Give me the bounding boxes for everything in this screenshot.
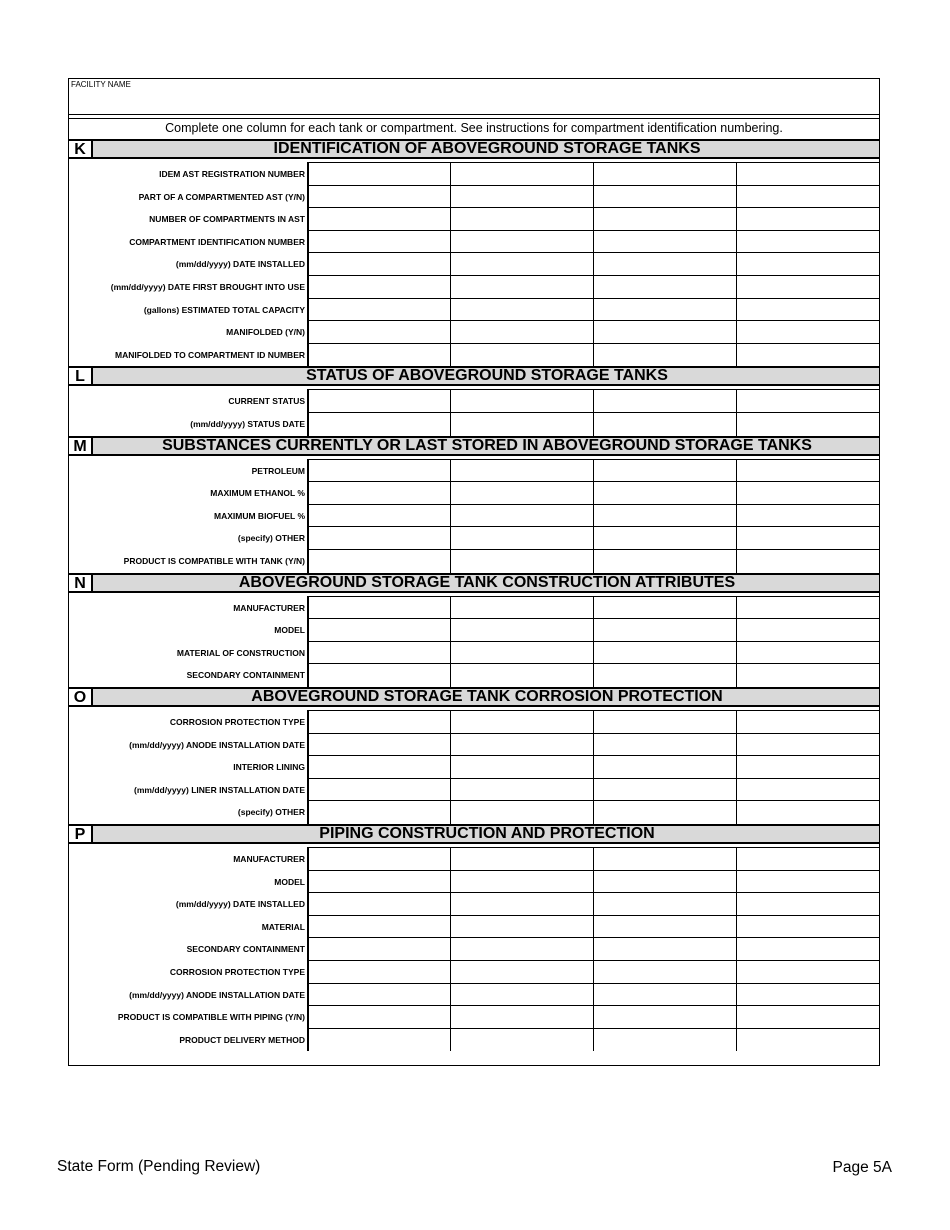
tank-column-4-cell[interactable] xyxy=(736,207,879,231)
instructions-text: Complete one column for each tank or compartment. See instructions for compartment identification numbering. xyxy=(69,118,879,138)
section-title: ABOVEGROUND STORAGE TANK CORROSION PROTECTION xyxy=(251,688,723,705)
row-label: IDEM AST REGISTRATION NUMBER xyxy=(159,169,305,179)
tank-column-4-cell[interactable] xyxy=(736,459,879,483)
section-letter: N xyxy=(69,575,93,591)
tank-column-1-cell[interactable] xyxy=(307,755,450,779)
row-label: MAXIMUM ETHANOL % xyxy=(210,488,305,499)
row-label: (mm/dd/yyyy) ANODE INSTALLATION DATE xyxy=(129,989,305,1000)
tank-column-2-cell[interactable] xyxy=(450,1005,593,1029)
row-label: CORROSION PROTECTION TYPE xyxy=(169,967,305,977)
row-label: SECONDARY CONTAINMENT xyxy=(186,944,305,955)
tank-column-2-cell[interactable] xyxy=(450,892,593,916)
tank-column-4-cell[interactable] xyxy=(736,343,879,367)
tank-column-3-cell[interactable] xyxy=(593,618,736,642)
tank-column-1-cell[interactable] xyxy=(307,800,450,824)
section-title: PIPING CONSTRUCTION AND PROTECTION xyxy=(319,825,655,842)
tank-column-4-cell[interactable] xyxy=(736,230,879,254)
tank-column-1-cell[interactable] xyxy=(307,207,450,231)
row-label: PRODUCT IS COMPATIBLE WITH TANK (Y/N) xyxy=(123,556,305,566)
tank-column-4-cell[interactable] xyxy=(736,162,879,186)
section-title: STATUS OF ABOVEGROUND STORAGE TANKS xyxy=(306,367,668,385)
row-label: MATERIAL xyxy=(261,921,305,932)
row-label: COMPARTMENT IDENTIFICATION NUMBER xyxy=(129,236,305,247)
section-header-k xyxy=(69,139,879,159)
section-header-m xyxy=(69,436,879,456)
tank-column-3-cell[interactable] xyxy=(593,549,736,573)
tank-column-4-cell[interactable] xyxy=(736,870,879,894)
tank-column-1-cell[interactable] xyxy=(307,618,450,642)
tank-column-3-cell[interactable] xyxy=(593,459,736,483)
tank-column-2-cell[interactable] xyxy=(450,755,593,779)
tank-column-3-cell[interactable] xyxy=(593,892,736,916)
tank-column-2-cell[interactable] xyxy=(450,343,593,367)
tank-column-2-cell[interactable] xyxy=(450,915,593,939)
tank-column-2-cell[interactable] xyxy=(450,298,593,322)
tank-column-3-cell[interactable] xyxy=(593,733,736,757)
tank-column-2-cell[interactable] xyxy=(450,733,593,757)
tank-column-1-cell[interactable] xyxy=(307,275,450,299)
tank-column-2-cell[interactable] xyxy=(450,663,593,687)
tank-column-4-cell[interactable] xyxy=(736,320,879,344)
tank-column-3-cell[interactable] xyxy=(593,983,736,1007)
footer-form-name: State Form (Pending Review) xyxy=(57,1158,261,1175)
section-header-n xyxy=(69,573,879,593)
tank-column-3-cell[interactable] xyxy=(593,1005,736,1029)
row-label: (specify) OTHER xyxy=(237,533,305,544)
footer-page-number: Page 5A xyxy=(832,1159,892,1176)
tank-column-1-cell[interactable] xyxy=(307,185,450,209)
tank-column-4-cell[interactable] xyxy=(736,504,879,528)
tank-column-1-cell[interactable] xyxy=(307,663,450,687)
tank-column-1-cell[interactable] xyxy=(307,162,450,186)
tank-column-3-cell[interactable] xyxy=(593,800,736,824)
tank-column-2-cell[interactable] xyxy=(450,207,593,231)
tank-column-4-cell[interactable] xyxy=(736,641,879,665)
tank-column-1-cell[interactable] xyxy=(307,778,450,802)
row-label: (mm/dd/yyyy) DATE FIRST BROUGHT INTO USE xyxy=(110,282,305,292)
row-label: MANIFOLDED (Y/N) xyxy=(226,327,305,338)
tank-column-2-cell[interactable] xyxy=(450,778,593,802)
tank-column-3-cell[interactable] xyxy=(593,778,736,802)
tank-column-1-cell[interactable] xyxy=(307,870,450,894)
row-label: PRODUCT DELIVERY METHOD xyxy=(179,1034,305,1045)
tank-column-2-cell[interactable] xyxy=(450,870,593,894)
tank-column-3-cell[interactable] xyxy=(593,298,736,322)
tank-column-2-cell[interactable] xyxy=(450,504,593,528)
tank-column-2-cell[interactable] xyxy=(450,459,593,483)
tank-column-1-cell[interactable] xyxy=(307,504,450,528)
row-label: MANIFOLDED TO COMPARTMENT ID NUMBER xyxy=(115,349,305,360)
tank-column-2-cell[interactable] xyxy=(450,596,593,620)
tank-column-4-cell[interactable] xyxy=(736,892,879,916)
tank-column-3-cell[interactable] xyxy=(593,960,736,984)
tank-column-1-cell[interactable] xyxy=(307,1028,450,1052)
row-label: (mm/dd/yyyy) LINER INSTALLATION DATE xyxy=(134,784,305,795)
tank-column-4-cell[interactable] xyxy=(736,937,879,961)
tank-column-3-cell[interactable] xyxy=(593,252,736,276)
facility-name-field[interactable] xyxy=(69,79,879,115)
tank-column-4-cell[interactable] xyxy=(736,389,879,413)
row-label: (mm/dd/yyyy) DATE INSTALLED xyxy=(175,899,305,910)
section-header-p xyxy=(69,824,879,844)
tank-column-1-cell[interactable] xyxy=(307,481,450,505)
row-label: (specify) OTHER xyxy=(237,807,305,818)
tank-column-2-cell[interactable] xyxy=(450,641,593,665)
tank-column-3-cell[interactable] xyxy=(593,710,736,734)
tank-column-1-cell[interactable] xyxy=(307,298,450,322)
tank-column-2-cell[interactable] xyxy=(450,800,593,824)
tank-column-1-cell[interactable] xyxy=(307,412,450,436)
row-label: SECONDARY CONTAINMENT xyxy=(186,670,305,681)
section-header-o xyxy=(69,687,879,707)
tank-column-3-cell[interactable] xyxy=(593,596,736,620)
tank-column-3-cell[interactable] xyxy=(593,755,736,779)
tank-column-2-cell[interactable] xyxy=(450,230,593,254)
section-letter: M xyxy=(69,438,93,454)
tank-column-3-cell[interactable] xyxy=(593,663,736,687)
tank-column-2-cell[interactable] xyxy=(450,275,593,299)
tank-column-2-cell[interactable] xyxy=(450,526,593,550)
tank-column-1-cell[interactable] xyxy=(307,892,450,916)
row-label: MODEL xyxy=(274,876,305,887)
tank-column-4-cell[interactable] xyxy=(736,778,879,802)
tank-column-2-cell[interactable] xyxy=(450,162,593,186)
tank-column-4-cell[interactable] xyxy=(736,663,879,687)
row-label: NUMBER OF COMPARTMENTS IN AST xyxy=(149,214,305,225)
tank-column-3-cell[interactable] xyxy=(593,412,736,436)
tank-column-2-cell[interactable] xyxy=(450,481,593,505)
tank-column-3-cell[interactable] xyxy=(593,481,736,505)
tank-column-3-cell[interactable] xyxy=(593,641,736,665)
tank-column-4-cell[interactable] xyxy=(736,275,879,299)
row-label: (mm/dd/yyyy) ANODE INSTALLATION DATE xyxy=(129,739,305,750)
tank-column-4-cell[interactable] xyxy=(736,481,879,505)
row-label: (gallons) ESTIMATED TOTAL CAPACITY xyxy=(143,304,305,315)
tank-column-3-cell[interactable] xyxy=(593,870,736,894)
tank-column-2-cell[interactable] xyxy=(450,252,593,276)
row-label: PRODUCT IS COMPATIBLE WITH PIPING (Y/N) xyxy=(117,1012,305,1023)
tank-column-3-cell[interactable] xyxy=(593,275,736,299)
tank-column-3-cell[interactable] xyxy=(593,320,736,344)
tank-column-3-cell[interactable] xyxy=(593,504,736,528)
tank-column-4-cell[interactable] xyxy=(736,596,879,620)
facility-name-label: FACILITY NAME xyxy=(71,80,131,89)
tank-column-1-cell[interactable] xyxy=(307,389,450,413)
row-label: MODEL xyxy=(274,625,305,636)
tank-column-2-cell[interactable] xyxy=(450,710,593,734)
tank-column-1-cell[interactable] xyxy=(307,710,450,734)
row-label: MATERIAL OF CONSTRUCTION xyxy=(176,647,305,658)
tank-column-1-cell[interactable] xyxy=(307,252,450,276)
tank-column-1-cell[interactable] xyxy=(307,230,450,254)
tank-column-1-cell[interactable] xyxy=(307,526,450,550)
row-label: CORROSION PROTECTION TYPE xyxy=(169,717,305,727)
tank-column-1-cell[interactable] xyxy=(307,459,450,483)
tank-column-4-cell[interactable] xyxy=(736,1005,879,1029)
tank-column-3-cell[interactable] xyxy=(593,389,736,413)
section-letter: K xyxy=(69,141,93,157)
tank-column-2-cell[interactable] xyxy=(450,1028,593,1052)
tank-column-1-cell[interactable] xyxy=(307,320,450,344)
row-label: PART OF A COMPARTMENTED AST (Y/N) xyxy=(138,191,305,202)
tank-column-4-cell[interactable] xyxy=(736,298,879,322)
tank-column-3-cell[interactable] xyxy=(593,207,736,231)
row-label: (mm/dd/yyyy) STATUS DATE xyxy=(190,419,305,429)
tank-column-2-cell[interactable] xyxy=(450,185,593,209)
tank-column-3-cell[interactable] xyxy=(593,847,736,871)
tank-column-3-cell[interactable] xyxy=(593,230,736,254)
tank-column-4-cell[interactable] xyxy=(736,549,879,573)
tank-column-2-cell[interactable] xyxy=(450,983,593,1007)
section-letter: L xyxy=(69,368,93,384)
tank-column-4-cell[interactable] xyxy=(736,733,879,757)
tank-column-3-cell[interactable] xyxy=(593,343,736,367)
tank-column-4-cell[interactable] xyxy=(736,983,879,1007)
tank-column-1-cell[interactable] xyxy=(307,915,450,939)
tank-column-2-cell[interactable] xyxy=(450,320,593,344)
tank-column-1-cell[interactable] xyxy=(307,641,450,665)
tank-column-2-cell[interactable] xyxy=(450,960,593,984)
tank-column-4-cell[interactable] xyxy=(736,618,879,642)
row-label: CURRENT STATUS xyxy=(228,396,305,407)
tank-column-3-cell[interactable] xyxy=(593,162,736,186)
tank-column-1-cell[interactable] xyxy=(307,1005,450,1029)
section-letter: P xyxy=(69,826,93,842)
row-label: MANUFACTURER xyxy=(233,854,305,864)
tank-column-3-cell[interactable] xyxy=(593,915,736,939)
section-header-l xyxy=(69,366,879,386)
tank-column-4-cell[interactable] xyxy=(736,185,879,209)
tank-column-2-cell[interactable] xyxy=(450,389,593,413)
tank-column-4-cell[interactable] xyxy=(736,755,879,779)
section-letter: O xyxy=(69,689,93,705)
tank-column-1-cell[interactable] xyxy=(307,983,450,1007)
row-label: MAXIMUM BIOFUEL % xyxy=(214,510,305,521)
tank-column-2-cell[interactable] xyxy=(450,412,593,436)
tank-column-1-cell[interactable] xyxy=(307,937,450,961)
tank-column-3-cell[interactable] xyxy=(593,185,736,209)
tank-column-4-cell[interactable] xyxy=(736,1028,879,1052)
tank-column-3-cell[interactable] xyxy=(593,937,736,961)
tank-column-2-cell[interactable] xyxy=(450,847,593,871)
tank-column-1-cell[interactable] xyxy=(307,960,450,984)
tank-column-4-cell[interactable] xyxy=(736,915,879,939)
tank-column-2-cell[interactable] xyxy=(450,549,593,573)
tank-column-4-cell[interactable] xyxy=(736,847,879,871)
tank-column-3-cell[interactable] xyxy=(593,526,736,550)
section-title: ABOVEGROUND STORAGE TANK CONSTRUCTION ATTRIBUTES xyxy=(238,573,736,591)
form-frame xyxy=(68,78,880,1066)
tank-column-4-cell[interactable] xyxy=(736,412,879,436)
row-label: MANUFACTURER xyxy=(233,602,305,613)
row-label: (mm/dd/yyyy) DATE INSTALLED xyxy=(175,259,305,270)
tank-column-4-cell[interactable] xyxy=(736,800,879,824)
tank-column-4-cell[interactable] xyxy=(736,252,879,276)
tank-column-2-cell[interactable] xyxy=(450,937,593,961)
row-label: INTERIOR LINING xyxy=(233,762,305,773)
row-label: PETROLEUM xyxy=(251,465,305,476)
tank-column-2-cell[interactable] xyxy=(450,618,593,642)
tank-column-4-cell[interactable] xyxy=(736,710,879,734)
tank-column-1-cell[interactable] xyxy=(307,343,450,367)
tank-column-1-cell[interactable] xyxy=(307,847,450,871)
tank-column-1-cell[interactable] xyxy=(307,733,450,757)
tank-column-3-cell[interactable] xyxy=(593,1028,736,1052)
tank-column-1-cell[interactable] xyxy=(307,549,450,573)
tank-column-4-cell[interactable] xyxy=(736,960,879,984)
tank-column-1-cell[interactable] xyxy=(307,596,450,620)
tank-column-4-cell[interactable] xyxy=(736,526,879,550)
section-title: IDENTIFICATION OF ABOVEGROUND STORAGE TANKS xyxy=(273,140,701,157)
section-title: SUBSTANCES CURRENTLY OR LAST STORED IN ABOVEGROUND STORAGE TANKS xyxy=(162,436,812,454)
